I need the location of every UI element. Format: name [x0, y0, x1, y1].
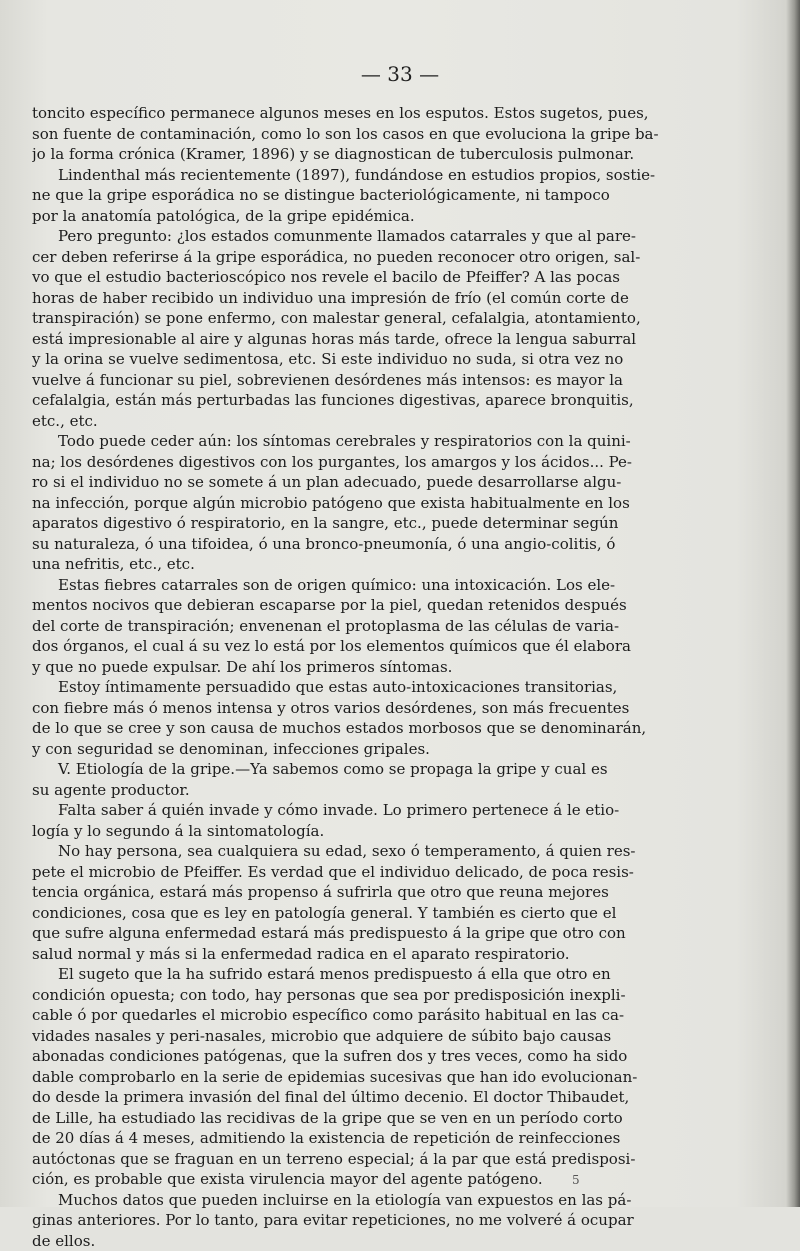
text-line: salud normal y más si la enfermedad radica en el aparato respiratorio. [32, 944, 707, 965]
text-line: cefalalgia, están más perturbadas las funciones digestivas, aparece bronquitis, [32, 390, 707, 411]
text-line: etc., etc. [32, 411, 707, 432]
text-line: Estas fiebres catarrales son de origen químico: una intoxicación. Los ele- [32, 575, 707, 596]
text-line: su agente productor. [32, 780, 707, 801]
text-line: y que no puede expulsar. De ahí los primeros síntomas. [32, 657, 707, 678]
text-line: una nefritis, etc., etc. [32, 554, 707, 575]
text-line: aparatos digestivo ó respiratorio, en la sangre, etc., puede determinar según [32, 513, 707, 534]
text-line: na; los desórdenes digestivos con los purgantes, los amargos y los ácidos... Pe- [32, 452, 707, 473]
text-line: logía y lo segundo á la sintomatología. [32, 821, 707, 842]
text-line: por la anatomía patológica, de la gripe epidémica. [32, 206, 707, 227]
text-line: Pero pregunto: ¿los estados comunmente llamados catarrales y que al pare- [32, 226, 707, 247]
text-line: Lindenthal más recientemente (1897), fundándose en estudios propios, sostie- [32, 165, 707, 186]
text-line: dos órganos, el cual á su vez lo está por los elementos químicos que él elabora [32, 636, 707, 657]
text-line: El sugeto que la ha sufrido estará menos predispuesto á ella que otro en [32, 964, 707, 985]
text-line: Falta saber á quién invade y cómo invade. Lo primero pertenece á le etio- [32, 800, 707, 821]
text-line: horas de haber recibido un individuo una impresión de frío (el común corte de [32, 288, 707, 309]
page-number: — 33 — [0, 62, 800, 86]
page-edge-shadow [786, 0, 800, 1207]
text-line: con fiebre más ó menos intensa y otros varios desórdenes, son más frecuentes [32, 698, 707, 719]
text-line: abonadas condiciones patógenas, que la sufren dos y tres veces, como ha sido [32, 1046, 707, 1067]
text-line: Todo puede ceder aún: los síntomas cerebrales y respiratorios con la quini- [32, 431, 707, 452]
text-line: autóctonas que se fraguan en un terreno especial; á la par que está predisposi- [32, 1149, 707, 1170]
text-line: del corte de transpiración; envenenan el protoplasma de las células de varia- [32, 616, 707, 637]
text-line: transpiración) se pone enfermo, con malestar general, cefalalgia, atontamiento, [32, 308, 707, 329]
text-line: de ellos. [32, 1231, 707, 1251]
text-line: cable ó por quedarles el microbio específico como parásito habitual en las ca- [32, 1005, 707, 1026]
text-line: condiciones, cosa que es ley en patología general. Y también es cierto que el [32, 903, 707, 924]
text-line: son fuente de contaminación, como lo son los casos en que evoluciona la gripe ba- [32, 124, 707, 145]
text-line: No hay persona, sea cualquiera su edad, sexo ó temperamento, á quien res- [32, 841, 707, 862]
text-line: vuelve á funcionar su piel, sobrevienen desórdenes más intensos: es mayor la [32, 370, 707, 391]
text-line: do desde la primera invasión del final del último decenio. El doctor Thibaudet, [32, 1087, 707, 1108]
text-line: ro si el individuo no se somete á un plan adecuado, puede desarrollarse algu- [32, 472, 707, 493]
text-line: ne que la gripe esporádica no se distingue bacteriológicamente, ni tampoco [32, 185, 707, 206]
text-line: jo la forma crónica (Kramer, 1896) y se diagnostican de tuberculosis pulmonar. [32, 144, 707, 165]
text-line: Muchos datos que pueden incluirse en la etiología van expuestos en las pá- [32, 1190, 707, 1211]
text-line: ción, es probable que exista virulencia mayor del agente patógeno. [32, 1169, 707, 1190]
text-line: de 20 días á 4 meses, admitiendo la existencia de repetición de reinfecciones [32, 1128, 707, 1149]
text-line: vidades nasales y peri-nasales, microbio que adquiere de súbito bajo causas [32, 1026, 707, 1047]
text-line: na infección, porque algún microbio patógeno que exista habitualmente en los [32, 493, 707, 514]
text-line: toncito específico permanece algunos meses en los esputos. Estos sugetos, pues, [32, 103, 707, 124]
text-line: y con seguridad se denominan, infecciones gripales. [32, 739, 707, 760]
text-line: ginas anteriores. Por lo tanto, para evitar repeticiones, no me volveré á ocupar [32, 1210, 707, 1231]
text-line: dable comprobarlo en la serie de epidemias sucesivas que han ido evolucionan- [32, 1067, 707, 1088]
text-line: de lo que se cree y son causa de muchos estados morbosos que se denominarán, [32, 718, 707, 739]
text-line: está impresionable al aire y algunas horas más tarde, ofrece la lengua saburral [32, 329, 707, 350]
signature-mark: 5 [572, 1173, 580, 1187]
body-text [32, 103, 707, 1251]
text-line: su naturaleza, ó una tifoidea, ó una bronco-pneumonía, ó una angio-colitis, ó [32, 534, 707, 555]
text-line: mentos nocivos que debieran escaparse por la piel, quedan retenidos después [32, 595, 707, 616]
text-line: y la orina se vuelve sedimentosa, etc. Si este individuo no suda, si otra vez no [32, 349, 707, 370]
text-line: pete el microbio de Pfeiffer. Es verdad que el individuo delicado, de poca resis- [32, 862, 707, 883]
text-line: cer deben referirse á la gripe esporádica, no pueden reconocer otro origen, sal- [32, 247, 707, 268]
text-line: condición opuesta; con todo, hay personas que sea por predisposición inexpli- [32, 985, 707, 1006]
text-line: vo que el estudio bacterioscópico nos revele el bacilo de Pfeiffer? A las pocas [32, 267, 707, 288]
text-line: tencia orgánica, estará más propenso á sufrirla que otro que reuna mejores [32, 882, 707, 903]
text-line: que sufre alguna enfermedad estará más predispuesto á la gripe que otro con [32, 923, 707, 944]
text-line: V. Etiología de la gripe.—Ya sabemos como se propaga la gripe y cual es [32, 759, 707, 780]
text-line: Estoy íntimamente persuadido que estas auto-intoxicaciones transitorias, [32, 677, 707, 698]
text-line: de Lille, ha estudiado las recidivas de la gripe que se ven en un período corto [32, 1108, 707, 1129]
